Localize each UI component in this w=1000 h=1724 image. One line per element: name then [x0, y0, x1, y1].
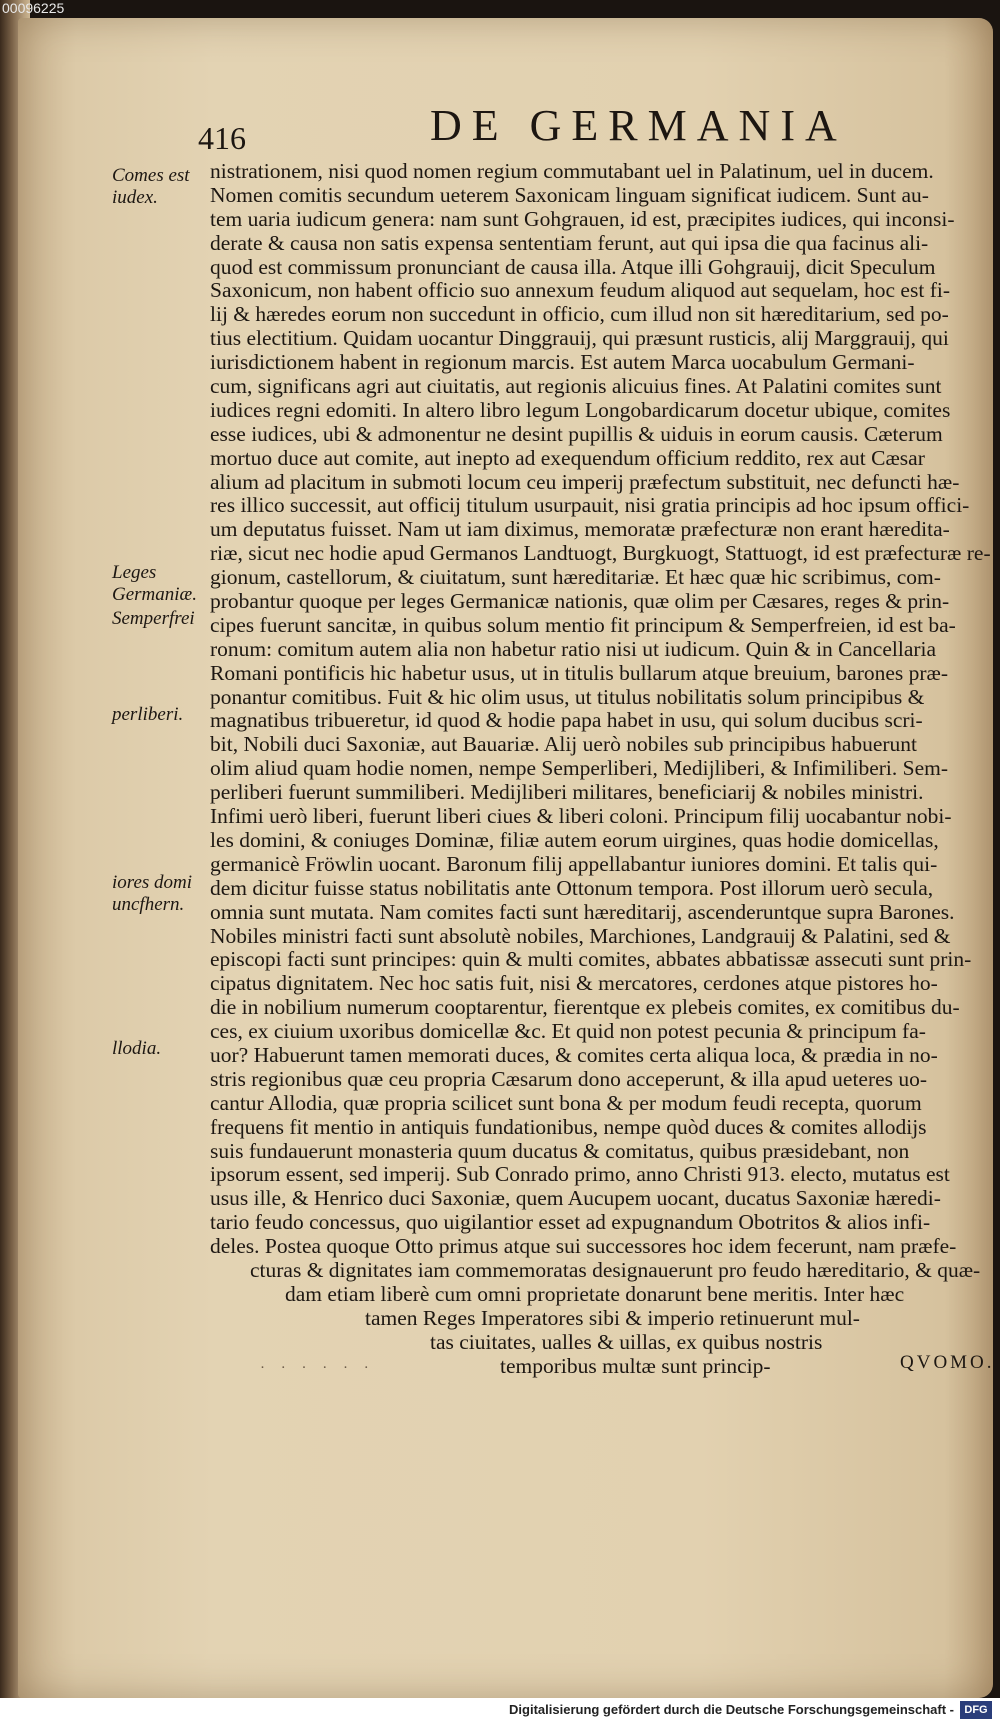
text-line: bit, Nobili duci Saxoniæ, aut Bauariæ. Alij uerò nobiles sub principibus habuerunt	[210, 732, 918, 757]
text-line: derate & causa non satis expensa sententiam ferunt, aut qui ipsa die qua facinus ali-	[210, 230, 929, 255]
text-line: riæ, sicut nec hodie apud Germanos Landtuogt, Burgkuogt, Stattuogt, id est præfecturæ re-	[210, 541, 991, 566]
text-line: cum, significans agri aut ciuitatis, aut regionis alicuius fines. At Palatini comites sunt	[210, 374, 942, 399]
text-line: les domini, & coniuges Dominæ, filiæ autem eorum uirgines, quas hodie domicellas,	[210, 827, 939, 852]
text-line: probantur quoque per leges Germanicæ nationis, quæ olim per Cæsares, reges & prin-	[210, 589, 950, 614]
text-line: quod est commissum pronunciant de causa illa. Atque illi Gohgrauij, dicit Speculum	[210, 254, 936, 279]
scan-id: 00096225	[2, 0, 65, 16]
text-line: episcopi facti sunt principes: quin & multi comites, abbates abbatissæ assecuti sunt prin-	[210, 947, 972, 972]
text-line: Romani pontificis hic habetur usus, ut in titulis bullarum atque breuium, barones præ-	[210, 660, 949, 685]
text-line: usus ille, & Henrico duci Saxoniæ, quem Aucupem uocant, ducatus Saxoniæ hæredi-	[210, 1186, 941, 1211]
margin-note-semperfrei: Semperfrei	[112, 608, 195, 629]
margin-note-allodia: llodia.	[112, 1038, 162, 1059]
text-line: tem uaria iudicum genera: nam sunt Gohgrauen, id est, præcipites iudices, qui inconsi-	[210, 206, 955, 231]
dfg-logo-icon: DFG	[960, 1701, 992, 1719]
text-line: temporibus multæ sunt princip-	[500, 1353, 771, 1378]
text-line: gionum, castellorum, & ciuitatum, sunt hæreditariæ. Et hæc quæ hic scribimus, com-	[210, 565, 941, 590]
text-line: deles. Postea quoque Otto primus atque sui successores hoc idem fecerunt, nam præfe-	[210, 1234, 957, 1259]
text-line: um deputatus fuisset. Nam ut iam diximus, memoratæ præfecturæ non erant hæredita-	[210, 517, 950, 542]
text-line: nistrationem, nisi quod nomen regium commutabant uel in Palatinum, uel in ducem.	[210, 159, 934, 183]
funding-credit: Digitalisierung gefördert durch die Deutsche Forschungsgemeinschaft -	[509, 1702, 954, 1717]
running-head: DE GERMANIA	[430, 101, 847, 150]
text-line: res illico successit, aut officij titulum usurpauit, nisi gratia principis ad hoc ipsum offici-	[210, 493, 970, 518]
text-line: lij & hæredes eorum non succedunt in officio, cum illud non sit hæreditarium, sed po-	[210, 302, 949, 327]
text-line: magnatibus tribueretur, id quod & hodie papa habet in usu, qui solum ducibus scri-	[210, 708, 923, 733]
text-line: ipsorum essent, sed imperij. Sub Conrado primo, anno Christi 913. electo, mutatus est	[210, 1162, 950, 1187]
text-line: ponantur comitibus. Fuit & hic olim usus, ut titulus nobilitatis solum principibus &	[210, 684, 925, 709]
text-line: alium ad placitum in submoti locum ceu imperij præfectum substituit, nec defuncti hæ-	[210, 469, 960, 494]
text-line: tius electitium. Quidam uocantur Dinggrauij, qui præsunt rusticis, alij Marggrauij, qui	[210, 326, 949, 351]
text-line: dem dicitur fuisse status nobilitatis ante Ottonum tempora. Post illorum uerò secula,	[210, 875, 934, 900]
text-line: iudices regni edomiti. In altero libro legum Longobardicarum docetur ubique, comites	[210, 397, 951, 422]
text-line: cipes fuerunt sancitæ, in quibus solum mentio fit principum & Semperfreien, id est ba-	[210, 612, 956, 637]
text-line: perliberi fuerunt summiliberi. Medijliberi militares, beneficiarij & nobiles ministri.	[210, 780, 924, 805]
digitization-footer	[0, 1698, 1000, 1724]
text-line: esse iudices, ubi & admonentur ne desint pupillis & uiduis in eorum causis. Cæterum	[210, 421, 943, 446]
margin-note-iuniores: iores domi uncfhern.	[112, 872, 193, 915]
text-line: tamen Reges Imperatores sibi & imperio retinuerunt mul-	[365, 1305, 860, 1330]
text-line: ronum: comitum autem alia non habetur ratio nisi ut iudicum. Quin & in Cancellaria	[210, 636, 937, 661]
margin-note-comes: Comes est iudex.	[112, 165, 190, 208]
text-line: ces, ex ciuium uxoribus domicellæ &c. Et quid non potest pecunia & principum fa-	[210, 1019, 926, 1044]
margin-note-leges: Leges Germaniæ.	[112, 562, 197, 605]
text-line: cantur Allodia, quæ propria scilicet sunt bona & per modum feudi recepta, quorum	[210, 1090, 922, 1115]
text-line: stris regionibus quæ ceu propria Cæsarum dono acceperunt, & illa apud ueteres uo-	[210, 1066, 928, 1091]
text-line: Saxonicum, non habent officio suo annexum feudum aliquod aut sequelam, hoc est fi-	[210, 278, 950, 303]
page-number: 416	[198, 120, 246, 156]
text-line: die in nobilium numerum cooptarentur, fierentque ex plebeis comites, ex comitibus du-	[210, 995, 960, 1020]
text-line: frequens fit mentio in antiquis fundationibus, nempe quòd duces & comites allodijs	[210, 1114, 927, 1139]
text-line: omnia sunt mutata. Nam comites facti sunt hæreditarij, ascenderuntque supra Barones.	[210, 899, 955, 924]
text-line: dam etiam liberè cum omni proprietate donarunt bene meritis. Inter hæc	[285, 1281, 905, 1306]
text-line: Nobiles ministri facti sunt absolutè nobiles, Marchiones, Landgrauij & Palatini, sed &	[210, 923, 951, 948]
text-line: olim aliud quam hodie nomen, nempe Semperliberi, Medijliberi, & Infimiliberi. Sem-	[210, 756, 949, 781]
text-line: uor? Habuerunt tamen memorati duces, & comites certa aliqua loca, & prædia in no-	[210, 1042, 938, 1067]
text-line: cturas & dignitates iam commemoratas designauerunt pro feudo hæreditario, & quæ-	[250, 1257, 981, 1282]
text-line: iurisdictionem habent in regionum marcis. Est autem Marca uocabulum Germani-	[210, 350, 915, 375]
text-line: tario feudo concessus, quo uigilantior esset ad expugnandum Obotritos & alios infi-	[210, 1210, 931, 1235]
text-line: tas ciuitates, ualles & uillas, ex quibus nostris	[430, 1329, 823, 1354]
text-line: cipatus dignitatem. Nec hoc satis fuit, nisi & mercatores, cerdones atque pistores ho-	[210, 971, 938, 996]
text-line: Nomen comitis secundum ueterem Saxonicam linguam significat iudicem. Sunt au-	[210, 182, 929, 207]
ink-smudge: · · · · · ·	[260, 1360, 375, 1376]
body-text	[210, 159, 991, 1378]
text-line: suis fundauerunt monasteria quum ducatus & comitatus, quibus præsidebant, non	[210, 1138, 910, 1163]
margin-note-semperliberi: perliberi.	[112, 704, 184, 725]
text-line: germanicè Fröwlin uocant. Baronum filij appellabantur iuniores domini. Et talis qui-	[210, 851, 938, 876]
catchword: QVOMO.	[900, 1352, 995, 1373]
text-line: mortuo duce aut comite, aut inepto ad exequendum officium reddito, rex aut Cæsar	[210, 445, 925, 470]
text-line: Infimi uerò liberi, fuerunt liberi ciues & liberi coloni. Principum filij uocabantur nobi-	[210, 804, 952, 829]
